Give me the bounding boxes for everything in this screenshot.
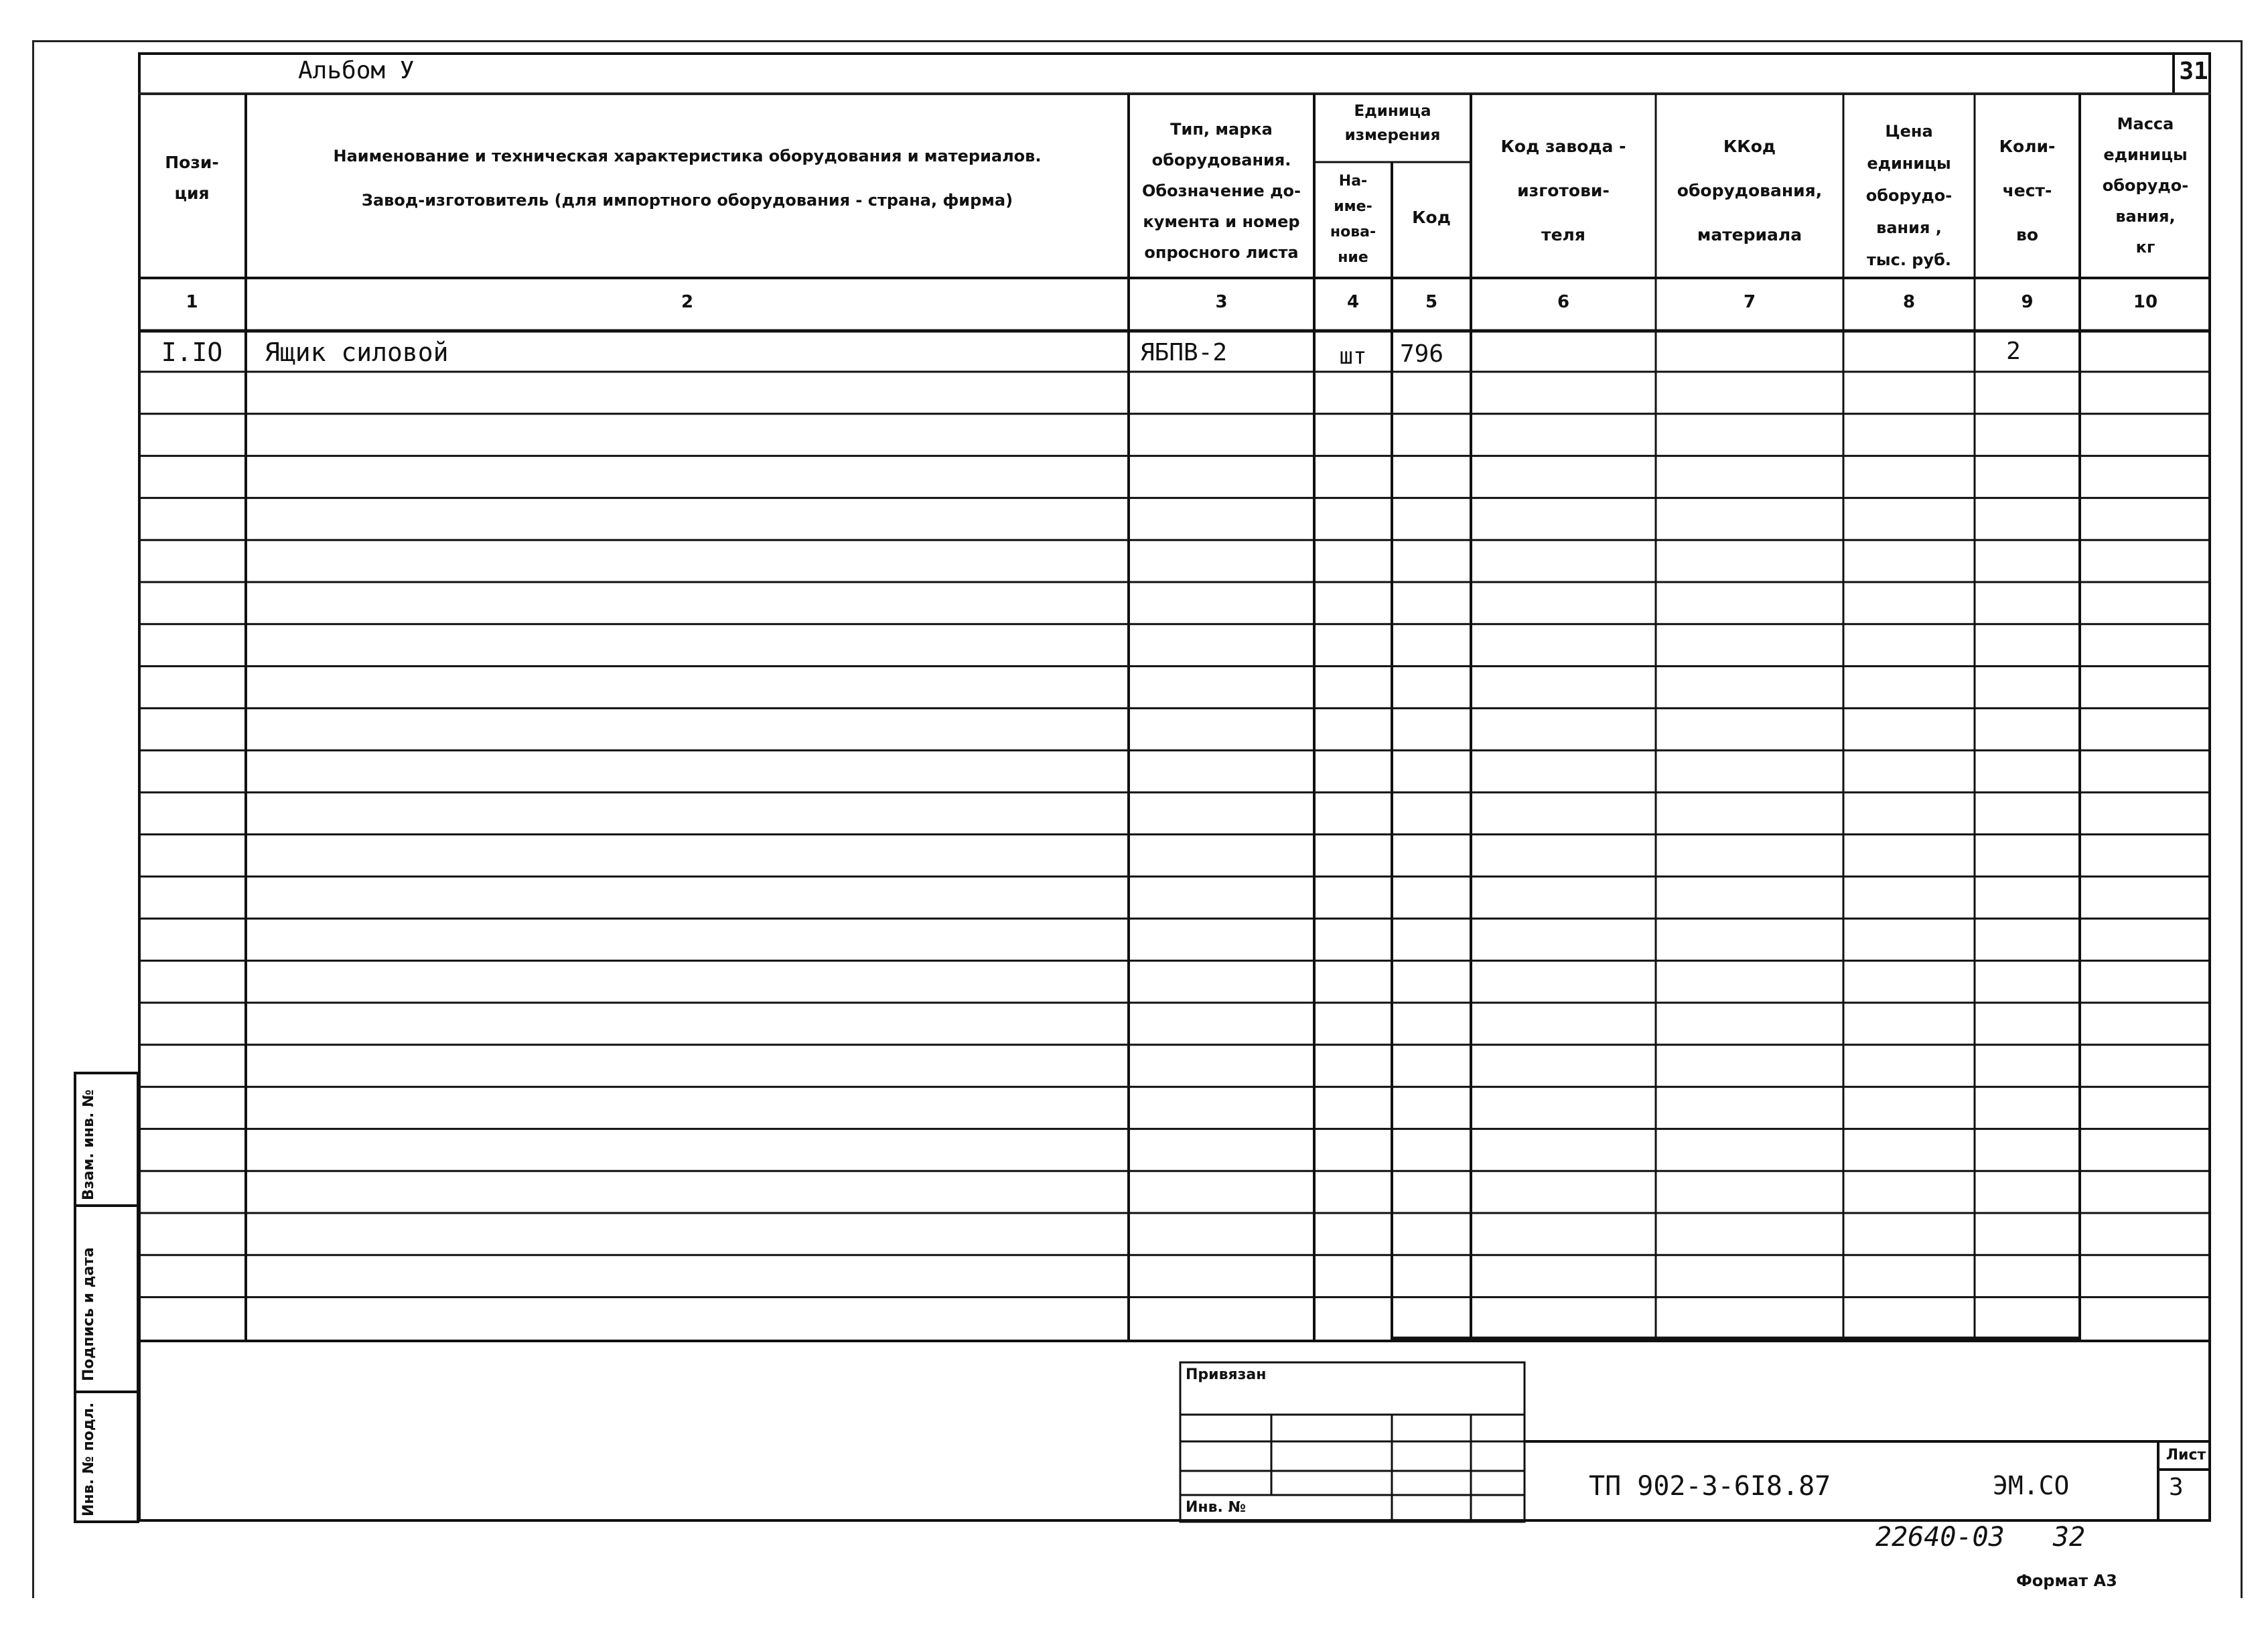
- header-type: Тип, марка оборудования. Обозначение до- кумента и номер опросного листа: [1142, 120, 1301, 262]
- header-name: Наименование и техническая характеристика оборудования и материалов. Завод-изготовитель (для импортного оборудования - страна, фирма): [333, 147, 1042, 210]
- page-number: 31: [2179, 58, 2208, 85]
- album-title: Альбом У: [298, 57, 415, 84]
- header-price: Цена единицы оборудо- вания , тыс. руб.: [1865, 122, 1953, 269]
- colnum-4: 4: [1346, 292, 1360, 312]
- row1-quantity: 2: [2006, 338, 2021, 365]
- handwritten-number: 22640-03 32: [1875, 1522, 2086, 1553]
- row1-type: ЯБПВ-2: [1140, 339, 1228, 366]
- colnum-6: 6: [1557, 292, 1570, 312]
- header-unit-code: Код: [1412, 208, 1451, 227]
- colnum-5: 5: [1425, 292, 1438, 312]
- header-quantity: Коли- чест- во: [1999, 137, 2056, 244]
- stamp-list-label: Лист: [2166, 1447, 2206, 1464]
- format-label: Формат А3: [2016, 1571, 2117, 1590]
- colnum-1: 1: [186, 292, 198, 312]
- colnum-3: 3: [1215, 292, 1228, 312]
- colnum-10: 10: [2133, 292, 2158, 312]
- colnum-9: 9: [2021, 292, 2034, 312]
- colnum-8: 8: [1902, 292, 1916, 312]
- header-position: Пози- ция: [165, 153, 219, 203]
- stamp-list-number: 3: [2169, 1474, 2184, 1501]
- side-label-inv: Инв. № подл.: [80, 1402, 97, 1516]
- header-unit-group: Единица измерения: [1344, 102, 1441, 144]
- colnum-2: 2: [681, 292, 694, 312]
- row1-unit: шт: [1339, 343, 1367, 370]
- header-equipment-code: ККод оборудования, материала: [1677, 137, 1823, 244]
- colnum-7: 7: [1743, 292, 1756, 312]
- header-factory-code: Код завода - изготови- теля: [1500, 137, 1626, 244]
- stamp-inv-no: Инв. №: [1186, 1499, 1247, 1516]
- row1-position: I.IO: [161, 338, 223, 367]
- stamp-doc-code: ТП 902-3-6І8.87: [1589, 1471, 1831, 1502]
- header-mass: Масса единицы оборудо- вания, кг: [2102, 115, 2189, 257]
- row1-name: Ящик силовой: [265, 338, 449, 367]
- side-label-vzam: Взам. инв. №: [80, 1089, 97, 1200]
- header-unit-name: На- име- нова- ние: [1330, 173, 1376, 266]
- stamp-privyazan: Привязан: [1186, 1366, 1267, 1383]
- row1-code: 796: [1400, 340, 1444, 368]
- stamp-mark: ЭМ.СО: [1993, 1471, 2070, 1500]
- side-label-podpis: Подпись и дата: [80, 1247, 97, 1381]
